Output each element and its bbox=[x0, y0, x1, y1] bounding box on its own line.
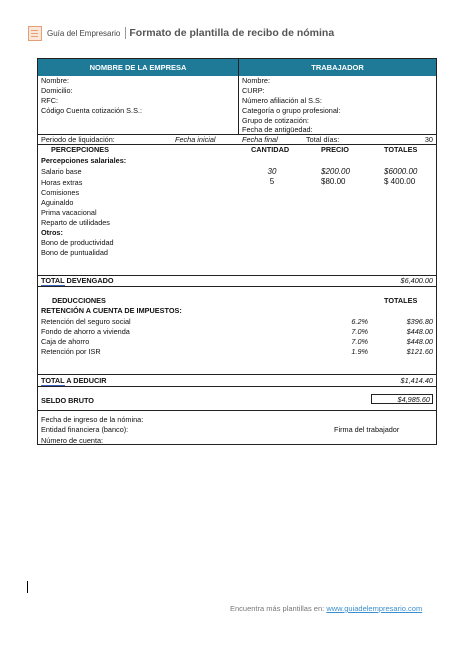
footer-link[interactable]: www.guiadelempresario.com bbox=[326, 604, 423, 613]
tax-withholding-heading: RETENCIÓN A CUENTA DE IMPUESTOS: bbox=[41, 306, 182, 315]
perception-price: $200.00 bbox=[321, 167, 350, 176]
other-perception-label: Bono de puntualidad bbox=[41, 248, 108, 257]
perception-quantity: 5 bbox=[269, 177, 275, 186]
worker-heading: TRABAJADOR bbox=[239, 59, 436, 76]
deduction-total: $448.00 bbox=[406, 337, 433, 346]
company-name-field[interactable]: Nombre: bbox=[41, 76, 69, 85]
worker-curp-field[interactable]: CURP: bbox=[242, 86, 265, 95]
perception-label: Reparto de utilidades bbox=[41, 218, 110, 227]
bank-field[interactable]: Entidad financiera (banco): bbox=[41, 425, 129, 434]
header-divider bbox=[125, 27, 126, 39]
divider bbox=[38, 286, 436, 287]
perception-total: $6000.00 bbox=[384, 167, 418, 176]
divider bbox=[38, 410, 436, 411]
perceptions-heading: PERCEPCIONES bbox=[51, 145, 109, 154]
document-header bbox=[28, 25, 334, 41]
deduction-percentage: 1.9% bbox=[351, 347, 368, 356]
deduction-total: $396.80 bbox=[406, 317, 433, 326]
worker-name-field[interactable]: Nombre: bbox=[242, 76, 270, 85]
total-earned-rest: DEVENGADO bbox=[64, 276, 114, 285]
deduction-label: Retención por ISR bbox=[41, 347, 101, 356]
perception-label: Horas extras bbox=[41, 178, 83, 187]
perception-label: Comisiones bbox=[41, 188, 80, 197]
company-heading: NOMBRE DE LA EMPRESA bbox=[38, 59, 238, 76]
quantity-column-header: CANTIDAD bbox=[251, 145, 290, 154]
deduction-total: $448.00 bbox=[406, 327, 433, 336]
total-earned-word: TOTAL bbox=[41, 276, 65, 285]
worker-signature-label: Firma del trabajador bbox=[334, 425, 400, 434]
company-rfc-field[interactable]: RFC: bbox=[41, 96, 59, 105]
deduction-percentage: 6.2% bbox=[351, 317, 368, 326]
period-total-label bbox=[306, 135, 339, 144]
company-ss-code-field[interactable]: Código Cuenta cotización S.S.: bbox=[41, 106, 142, 115]
salary-perceptions-heading: Percepciones salariales: bbox=[41, 156, 127, 165]
other-perceptions-heading: Otros: bbox=[41, 228, 63, 237]
footer-text: Encuentra más plantillas en: bbox=[230, 604, 327, 613]
period-total-word: Total bbox=[306, 135, 322, 144]
total-deductions-rest: A DEDUCIR bbox=[64, 376, 107, 385]
payroll-receipt-form bbox=[37, 58, 437, 445]
deduction-label: Caja de ahorro bbox=[41, 337, 90, 346]
worker-category-field[interactable]: Categoría o grupo profesional: bbox=[242, 106, 341, 115]
perception-label: Prima vacacional bbox=[41, 208, 97, 217]
account-number-field[interactable]: Número de cuenta: bbox=[41, 436, 104, 445]
deductions-heading: DEDUCCIONES bbox=[52, 296, 106, 305]
perception-price: $80.00 bbox=[321, 177, 346, 186]
deduction-label: Fondo de ahorro a vivienda bbox=[41, 327, 130, 336]
divider bbox=[38, 386, 436, 387]
worker-group-field[interactable]: Grupo de cotización: bbox=[242, 116, 309, 125]
document-logo-icon bbox=[28, 26, 42, 41]
worker-ss-number-field[interactable]: Número afiliación al S.S: bbox=[242, 96, 322, 105]
period-days-value: 30 bbox=[424, 135, 433, 144]
deduction-total: $121.60 bbox=[406, 347, 433, 356]
period-total-suffix: días: bbox=[321, 135, 340, 144]
perception-label: Salario base bbox=[41, 167, 82, 176]
net-pay-label: SELDO BRUTO bbox=[41, 396, 94, 405]
totals-column-header: TOTALES bbox=[384, 145, 418, 154]
price-column-header: PRECIO bbox=[321, 145, 349, 154]
payroll-date-field[interactable]: Fecha de ingreso de la nómina: bbox=[41, 415, 144, 424]
total-earned-label bbox=[41, 276, 114, 285]
net-pay-value: $4,985.60 bbox=[371, 394, 433, 404]
text-cursor bbox=[27, 581, 28, 593]
period-start-date[interactable]: Fecha inicial bbox=[175, 135, 216, 144]
perception-quantity: 30 bbox=[267, 167, 277, 176]
period-label: Periodo de liquidación: bbox=[41, 135, 115, 144]
info-column-divider bbox=[238, 59, 239, 134]
deductions-totals-header: TOTALES bbox=[384, 296, 418, 305]
total-deductions-label bbox=[41, 376, 107, 385]
total-deductions-word: TOTAL bbox=[41, 376, 65, 385]
brand-name: Guía del Empresario bbox=[47, 28, 121, 38]
total-deductions-value: $1,414.40 bbox=[400, 376, 433, 385]
worker-seniority-field[interactable]: Fecha de antigüedad: bbox=[242, 125, 313, 134]
company-address-field[interactable]: Domicilio: bbox=[41, 86, 73, 95]
page-footer bbox=[230, 604, 422, 613]
document-title: Formato de plantilla de recibo de nómina bbox=[129, 27, 335, 39]
deduction-percentage: 7.0% bbox=[351, 337, 368, 346]
deduction-label: Retención del seguro social bbox=[41, 317, 131, 326]
total-earned-value: $6,400.00 bbox=[400, 276, 433, 285]
deduction-percentage: 7.0% bbox=[351, 327, 368, 336]
perception-total: $ 400.00 bbox=[384, 177, 416, 186]
other-perception-label: Bono de productividad bbox=[41, 238, 114, 247]
perception-label: Aguinaldo bbox=[41, 198, 74, 207]
period-end-date[interactable]: Fecha final bbox=[242, 135, 278, 144]
divider bbox=[38, 374, 436, 375]
